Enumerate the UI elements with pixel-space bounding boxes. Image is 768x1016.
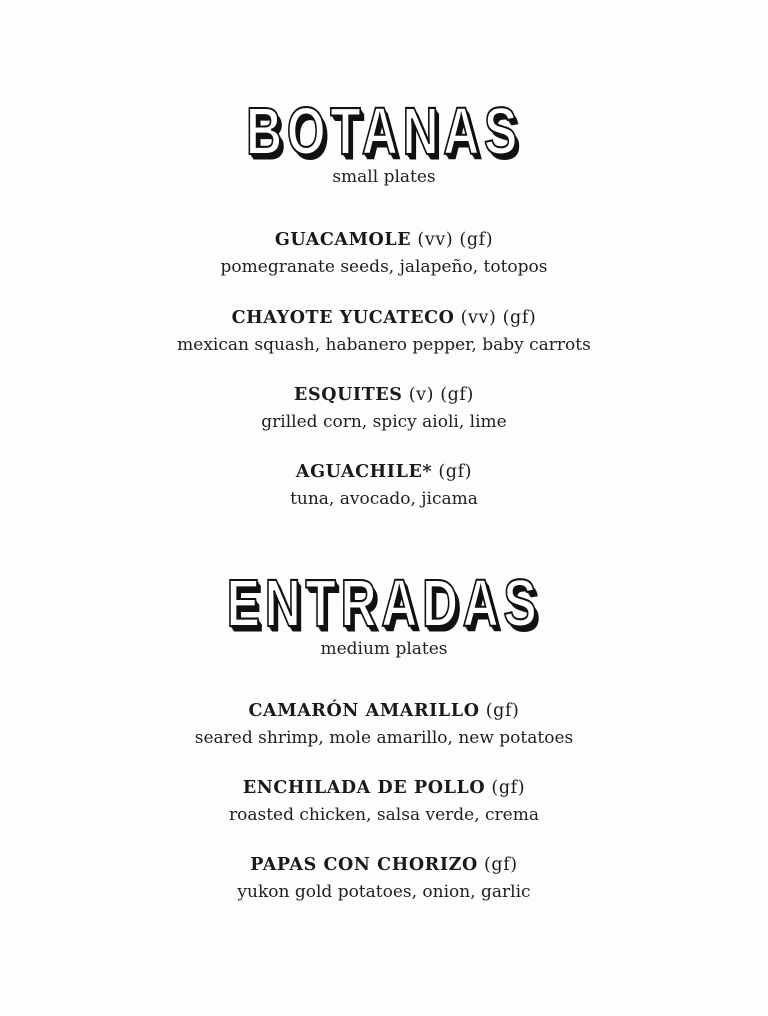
section-title-entradas: [84, 565, 683, 641]
section-title-text: BOTANAS: [246, 93, 522, 169]
menu-item: [0, 700, 768, 749]
item-description: grilled corn, spicy aioli, lime: [261, 412, 507, 432]
menu-item: [0, 384, 768, 433]
item-description: yukon gold potatoes, onion, garlic: [237, 882, 531, 902]
item-description: mexican squash, habanero pepper, baby carrots: [177, 335, 591, 355]
item-dietary-tags: (gf): [485, 701, 520, 721]
item-name-line: [0, 854, 768, 876]
item-name-line: [0, 384, 768, 406]
item-name: CHAYOTE YUCATECO: [231, 308, 455, 328]
item-dietary-tags: (v) (gf): [408, 385, 474, 405]
item-name-line: [0, 777, 768, 799]
section-title-botanas: [84, 93, 683, 169]
item-dietary-tags: (gf): [491, 778, 526, 798]
item-dietary-tags: (gf): [484, 855, 518, 875]
menu-item: [0, 854, 768, 903]
item-name: GUACAMOLE: [274, 230, 412, 250]
item-name-line: [0, 461, 768, 483]
item-description: pomegranate seeds, jalapeño, totopos: [220, 257, 548, 277]
item-description: roasted chicken, salsa verde, crema: [228, 805, 539, 825]
item-name: ESQUITES: [294, 385, 403, 405]
item-name: AGUACHILE*: [295, 462, 433, 482]
item-dietary-tags: (gf): [438, 462, 473, 482]
item-dietary-tags: (vv) (gf): [417, 230, 494, 250]
item-name: CAMARÓN AMARILLO: [248, 701, 480, 721]
menu-item: [0, 461, 768, 510]
menu-item: [0, 307, 768, 356]
item-name: PAPAS CON CHORIZO: [250, 855, 478, 875]
item-name-line: [0, 700, 768, 722]
item-name: ENCHILADA DE POLLO: [242, 778, 486, 798]
item-description: seared shrimp, mole amarillo, new potatoes: [194, 728, 574, 748]
item-name-line: [0, 307, 768, 329]
section-subtitle-botanas: small plates: [332, 167, 436, 187]
menu-item: [0, 229, 768, 278]
section-title-text: ENTRADAS: [226, 565, 542, 641]
menu-item: [0, 777, 768, 826]
item-dietary-tags: (vv) (gf): [460, 308, 537, 328]
item-name-line: [0, 229, 768, 251]
section-subtitle-entradas: medium plates: [320, 639, 448, 659]
item-description: tuna, avocado, jicama: [290, 489, 478, 509]
